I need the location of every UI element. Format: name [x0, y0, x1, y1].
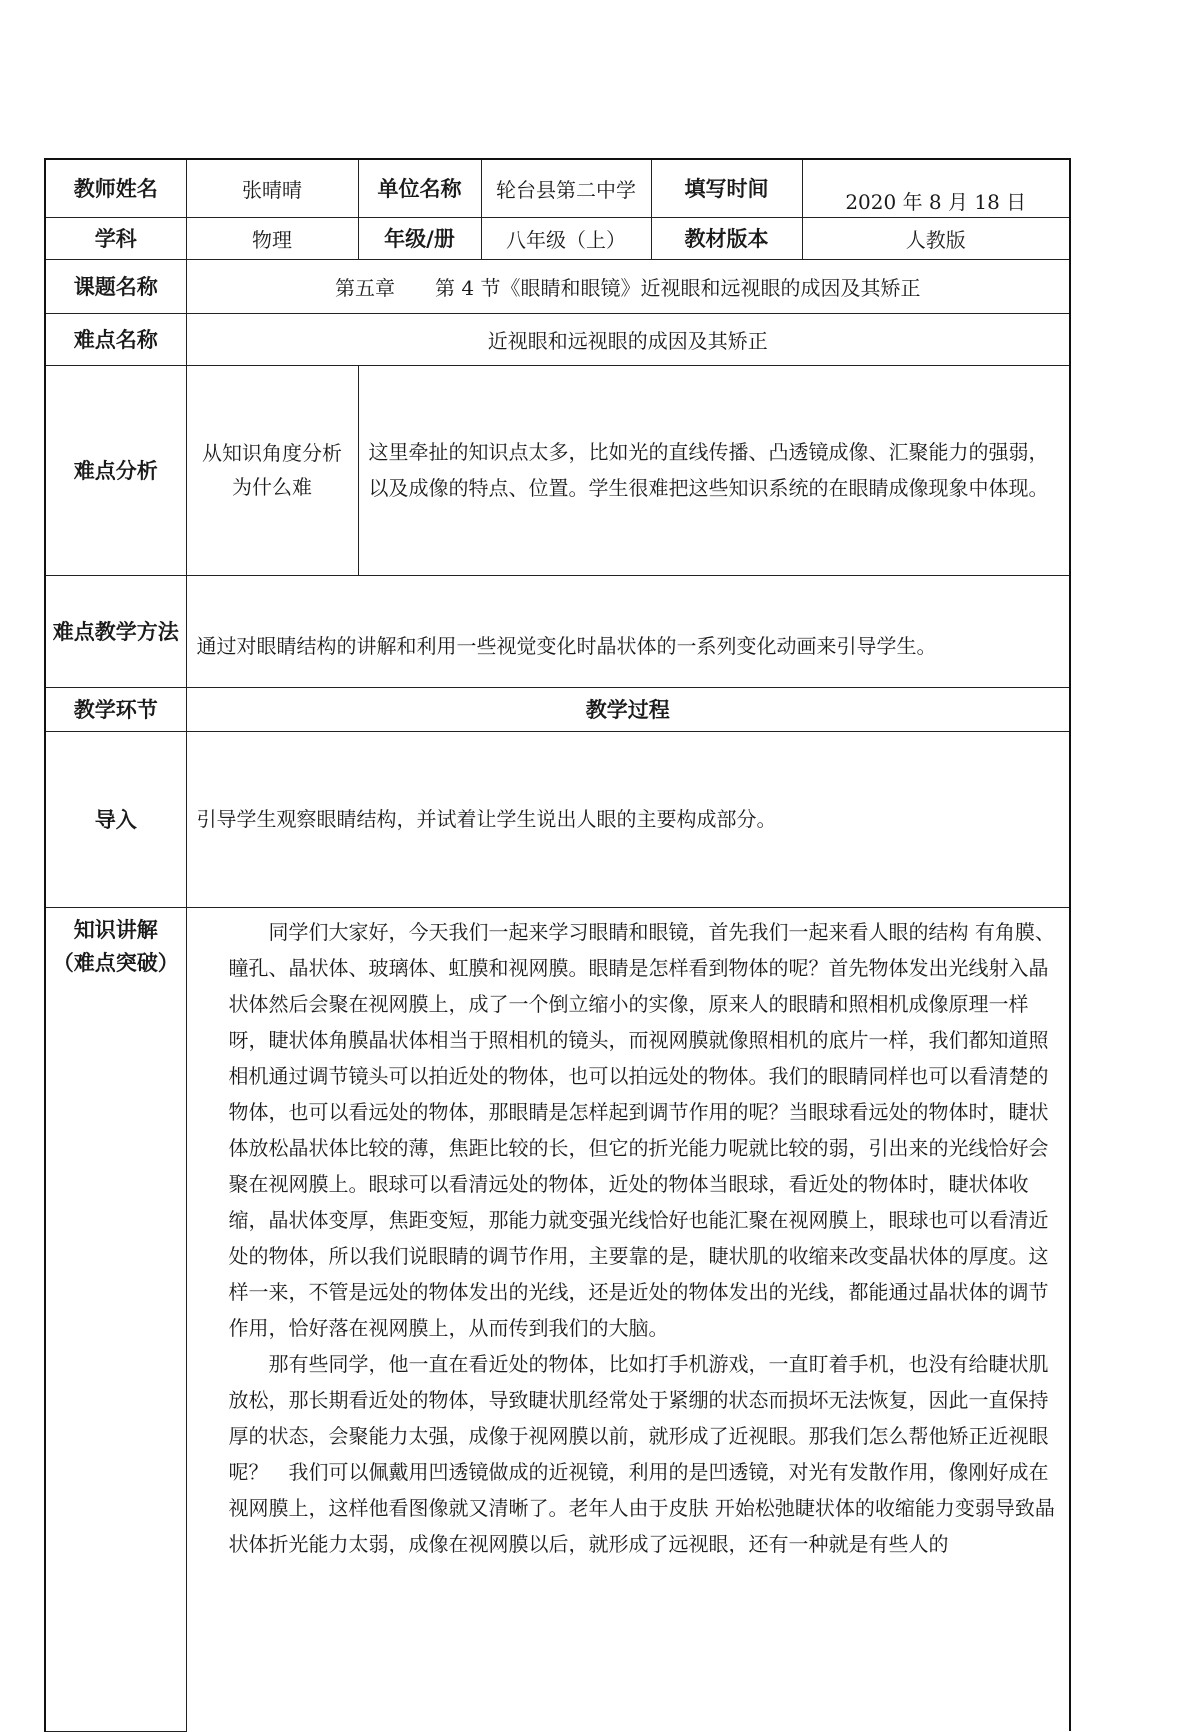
intro-text: 引导学生观察眼睛结构，并试着让学生说出人眼的主要构成部分。 — [186, 731, 1070, 907]
unit-label: 单位名称 — [358, 159, 481, 217]
lecture-label-line1: 知识讲解 — [73, 917, 158, 942]
topic-value: 第五章 第 4 节《眼睛和眼镜》近视眼和远视眼的成因及其矫正 — [186, 259, 1070, 313]
intro-label: 导入 — [45, 731, 186, 907]
analysis-row — [45, 365, 1070, 575]
difficulty-label: 难点名称 — [45, 313, 186, 365]
lesson-plan-table — [44, 158, 1071, 1732]
grade-value: 八年级（上） — [481, 217, 651, 259]
intro-row — [45, 731, 1070, 907]
difficulty-row — [45, 313, 1070, 365]
difficulty-value: 近视眼和远视眼的成因及其矫正 — [186, 313, 1070, 365]
edition-label: 教材版本 — [651, 217, 802, 259]
method-label: 难点教学方法 — [45, 575, 186, 687]
analysis-sublabel: 从知识角度分析为什么难 — [186, 365, 358, 575]
analysis-label: 难点分析 — [45, 365, 186, 575]
header-row-2 — [45, 217, 1070, 259]
subject-label: 学科 — [45, 217, 186, 259]
lecture-paragraph-2: 那有些同学，他一直在看近处的物体，比如打手机游戏，一直盯着手机，也没有给睫状肌放松，那长期看近处的物体，导致睫状肌经常处于紧绷的状态而损坏无法恢复，因此一直保持厚的状态，会聚能力太强，成像于视网膜以前，就形成了近视眼。那我们怎么帮他矫正近视眼呢？ 我们可以佩戴用凹透镜做成的近视镜，利用的是凹透镜，对光有发散作用，像刚好成在视网膜上，这样他看图像就又清晰了。老年人由于皮肤 开始松弛睫状体的收缩能力变弱导致晶状体折光能力太弱，成像在视网膜以后，就形成了远视眼，还有一种就是有些人的 — [228, 1351, 1055, 1556]
lecture-label-line2: （难点突破） — [52, 950, 179, 975]
method-row — [45, 575, 1070, 687]
analysis-text: 这里牵扯的知识点太多，比如光的直线传播、凸透镜成像、汇聚能力的强弱，以及成像的特点、位置。学生很难把这些知识系统的在眼睛成像现象中体现。 — [358, 365, 1070, 575]
topic-row — [45, 259, 1070, 313]
lecture-label — [45, 907, 186, 1731]
date-value: 2020 年 8 月 18 日 — [802, 159, 1070, 217]
edition-value: 人教版 — [802, 217, 1070, 259]
lecture-paragraph-1: 同学们大家好，今天我们一起来学习眼睛和眼镜，首先我们一起来看人眼的结构 有角膜、瞳孔、晶状体、玻璃体、虹膜和视网膜。眼睛是怎样看到物体的呢？首先物体发出光线射入晶状体然后会聚在视网膜上，成了一个倒立缩小的实像，原来人的眼睛和照相机成像原理一样呀，睫状体角膜晶状体相当于照相机的镜头，而视网膜就像照相机的底片一样，我们都知道照相机通过调节镜头可以拍近处的物体，也可以拍远处的物体。我们的眼睛同样也可以看清楚的物体，也可以看远处的物体，那眼睛是怎样起到调节作用的呢？当眼球看远处的物体时，睫状体放松晶状体比较的薄，焦距比较的长，但它的折光能力呢就比较的弱，引出来的光线恰好会聚在视网膜上。眼球可以看清远处的物体，近处的物体当眼球，看近处的物体时，睫状体收缩，晶状体变厚，焦距变短，那能力就变强光线恰好也能汇聚在视网膜上，眼球也可以看清近处的物体，所以我们说眼睛的调节作用，主要靠的是，睫状肌的收缩来改变晶状体的厚度。这样一来，不管是远处的物体发出的光线，还是近处的物体发出的光线，都能通过晶状体的调节作用，恰好落在视网膜上，从而传到我们的大脑。 — [228, 919, 1055, 1340]
lecture-row — [45, 907, 1070, 1731]
header-row-1 — [45, 159, 1070, 217]
teacher-value: 张晴晴 — [186, 159, 358, 217]
teacher-label: 教师姓名 — [45, 159, 186, 217]
stage-label: 教学环节 — [45, 687, 186, 731]
process-label: 教学过程 — [186, 687, 1070, 731]
method-text: 通过对眼睛结构的讲解和利用一些视觉变化时晶状体的一系列变化动画来引导学生。 — [186, 575, 1070, 687]
grade-label: 年级/册 — [358, 217, 481, 259]
date-label: 填写时间 — [651, 159, 802, 217]
lecture-text — [186, 907, 1070, 1731]
subject-value: 物理 — [186, 217, 358, 259]
unit-value: 轮台县第二中学 — [481, 159, 651, 217]
topic-label: 课题名称 — [45, 259, 186, 313]
process-header-row — [45, 687, 1070, 731]
